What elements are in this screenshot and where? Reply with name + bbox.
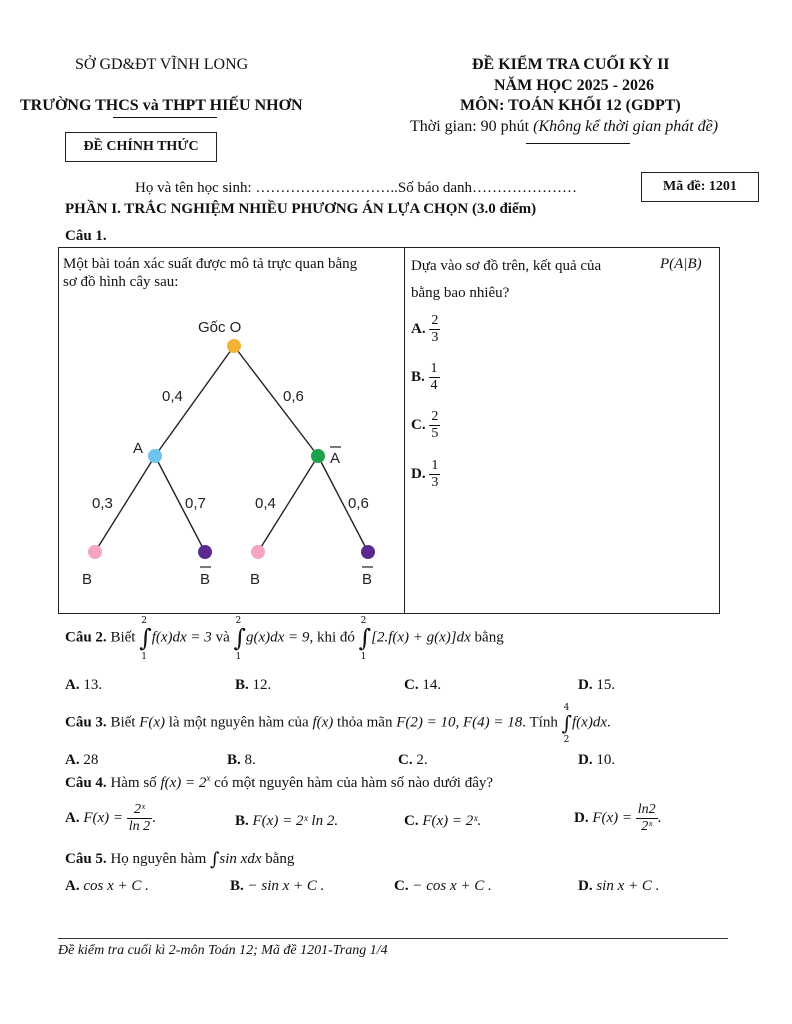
q1-left-text-1: Một bài toán xác suất được mô tả trực quan bằng [63, 256, 358, 272]
tree-node-A [148, 449, 162, 463]
q1-label: Câu 1. [65, 228, 107, 244]
subject: MÔN: TOÁN KHỐI 12 (GDPT) [460, 97, 681, 114]
school-year: NĂM HỌC 2025 - 2026 [494, 77, 654, 94]
tree-node-not-B-2 [361, 545, 375, 559]
tree-prob-A: 0,4 [162, 388, 183, 405]
tree-label-notA: A [330, 450, 341, 467]
q5-option-c: C. − cos x + C . [394, 878, 492, 894]
q2-option-a: A. 13. [65, 677, 103, 693]
tree-node-not-B-1 [198, 545, 212, 559]
q4-option-b: B. F(x) = 2ˣ ln 2. [235, 813, 339, 829]
tree-prob-notA-B: 0,4 [255, 495, 276, 512]
tree-prob-notA: 0,6 [283, 388, 304, 405]
tree-node-B-1 [88, 545, 102, 559]
q5-option-a: A. cos x + C . [65, 878, 149, 894]
tree-node-root [227, 339, 241, 353]
q2-option-b: B. 12. [235, 677, 272, 693]
footer-rule [58, 938, 728, 939]
q2-option-d: D. 15. [578, 677, 616, 693]
q1-option-c: C. $\frac{2}{5}$ [411, 409, 439, 441]
q3-option-b: B. 8. [227, 752, 256, 768]
q1-table-divider [404, 247, 405, 613]
q5-option-d: D. sin x + C . [578, 878, 660, 894]
q5-stem: Câu 5. Họ nguyên hàm ∫sin xdx bằng [65, 849, 295, 870]
official-badge: ĐỀ CHÍNH THỨC [65, 132, 217, 162]
q3-option-d: D. 10. [578, 752, 616, 768]
q4-option-c: C. F(x) = 2ˣ. [404, 813, 482, 829]
q1-right-text-2: bằng bao nhiêu? [411, 285, 510, 301]
page-footer: Đề kiểm tra cuối kì 2-môn Toán 12; Mã đề 1201-Trang 1/4 [58, 943, 388, 958]
tree-prob-A-B: 0,3 [92, 495, 113, 512]
tree-root-label: Gốc O [198, 319, 242, 336]
exam-code-box: Mã đề: 1201 [641, 172, 759, 202]
q2-option-c: C. 14. [404, 677, 442, 693]
q3-stem: Câu 3. Biết F(x) là một nguyên hàm của f(x) thỏa mãn F(2) = 10, F(4) = 18. Tính ∫ 4 2 f(x)dx. [65, 703, 611, 745]
q5-option-b: B. − sin x + C . [230, 878, 325, 894]
exam-title: ĐỀ KIỂM TRA CUỐI KỲ II [472, 56, 670, 73]
exam-time: Thời gian: 90 phút (Không kể thời gian phát đề) [410, 118, 719, 135]
tree-label-B-1: B [82, 571, 93, 588]
tree-label-notB-2: B [362, 571, 373, 588]
q1-option-b: B. $\frac{1}{4}$ [411, 361, 438, 393]
probability-tree-diagram [62, 310, 402, 600]
school-name: TRƯỜNG THCS và THPT HIẾU NHƠN [20, 97, 303, 114]
tree-prob-A-notB: 0,7 [185, 495, 206, 512]
tree-label-notB-1: B [200, 571, 211, 588]
q1-right-text-1: Dựa vào sơ đồ trên, kết quả của [411, 258, 602, 274]
q4-option-d: D. F(x) = $\frac{\ln 2}{\text{2ˣ}}$ . [574, 802, 662, 834]
q3-option-c: C. 2. [398, 752, 428, 768]
edge-root-notA [234, 346, 318, 456]
student-info-line: Họ và tên học sinh: ………………………..Số báo danh………………… [135, 180, 578, 196]
school-underline [113, 117, 217, 118]
tree-node-B-2 [251, 545, 265, 559]
tree-label-B-2: B [250, 571, 261, 588]
part-title: PHẦN I. TRẮC NGHIỆM NHIỀU PHƯƠNG ÁN LỰA CHỌN (3.0 điểm) [65, 201, 537, 217]
department-name: SỞ GD&ĐT VĨNH LONG [75, 56, 249, 73]
q4-option-a: A. F(x) = $\frac{\text{2ˣ}}{\ln 2}$ . [65, 802, 156, 834]
tree-label-A: A [133, 440, 144, 457]
q2-stem: Câu 2. Biết ∫ 2 1 f(x)dx = 3 và ∫ 2 1 g(x)dx = 9, khi đó ∫ 2 1 [2.f(x) + g(x)]dx bằng [65, 616, 504, 662]
tree-node-not-A [311, 449, 325, 463]
tree-prob-notA-notB: 0,6 [348, 495, 369, 512]
q4-stem: Câu 4. Hàm số $f(x) = 2^x$ có một nguyên hàm của hàm số nào dưới đây? [65, 773, 494, 791]
q3-option-a: A. 28 [65, 752, 99, 768]
q1-expression: P(A|B) [660, 256, 702, 272]
q1-left-text-2: sơ đồ hình cây sau: [63, 274, 179, 290]
time-underline [526, 143, 630, 144]
q1-option-d: D. $\frac{1}{3}$ [411, 458, 439, 490]
q1-option-a: A. $\frac{2}{3}$ [411, 313, 439, 345]
